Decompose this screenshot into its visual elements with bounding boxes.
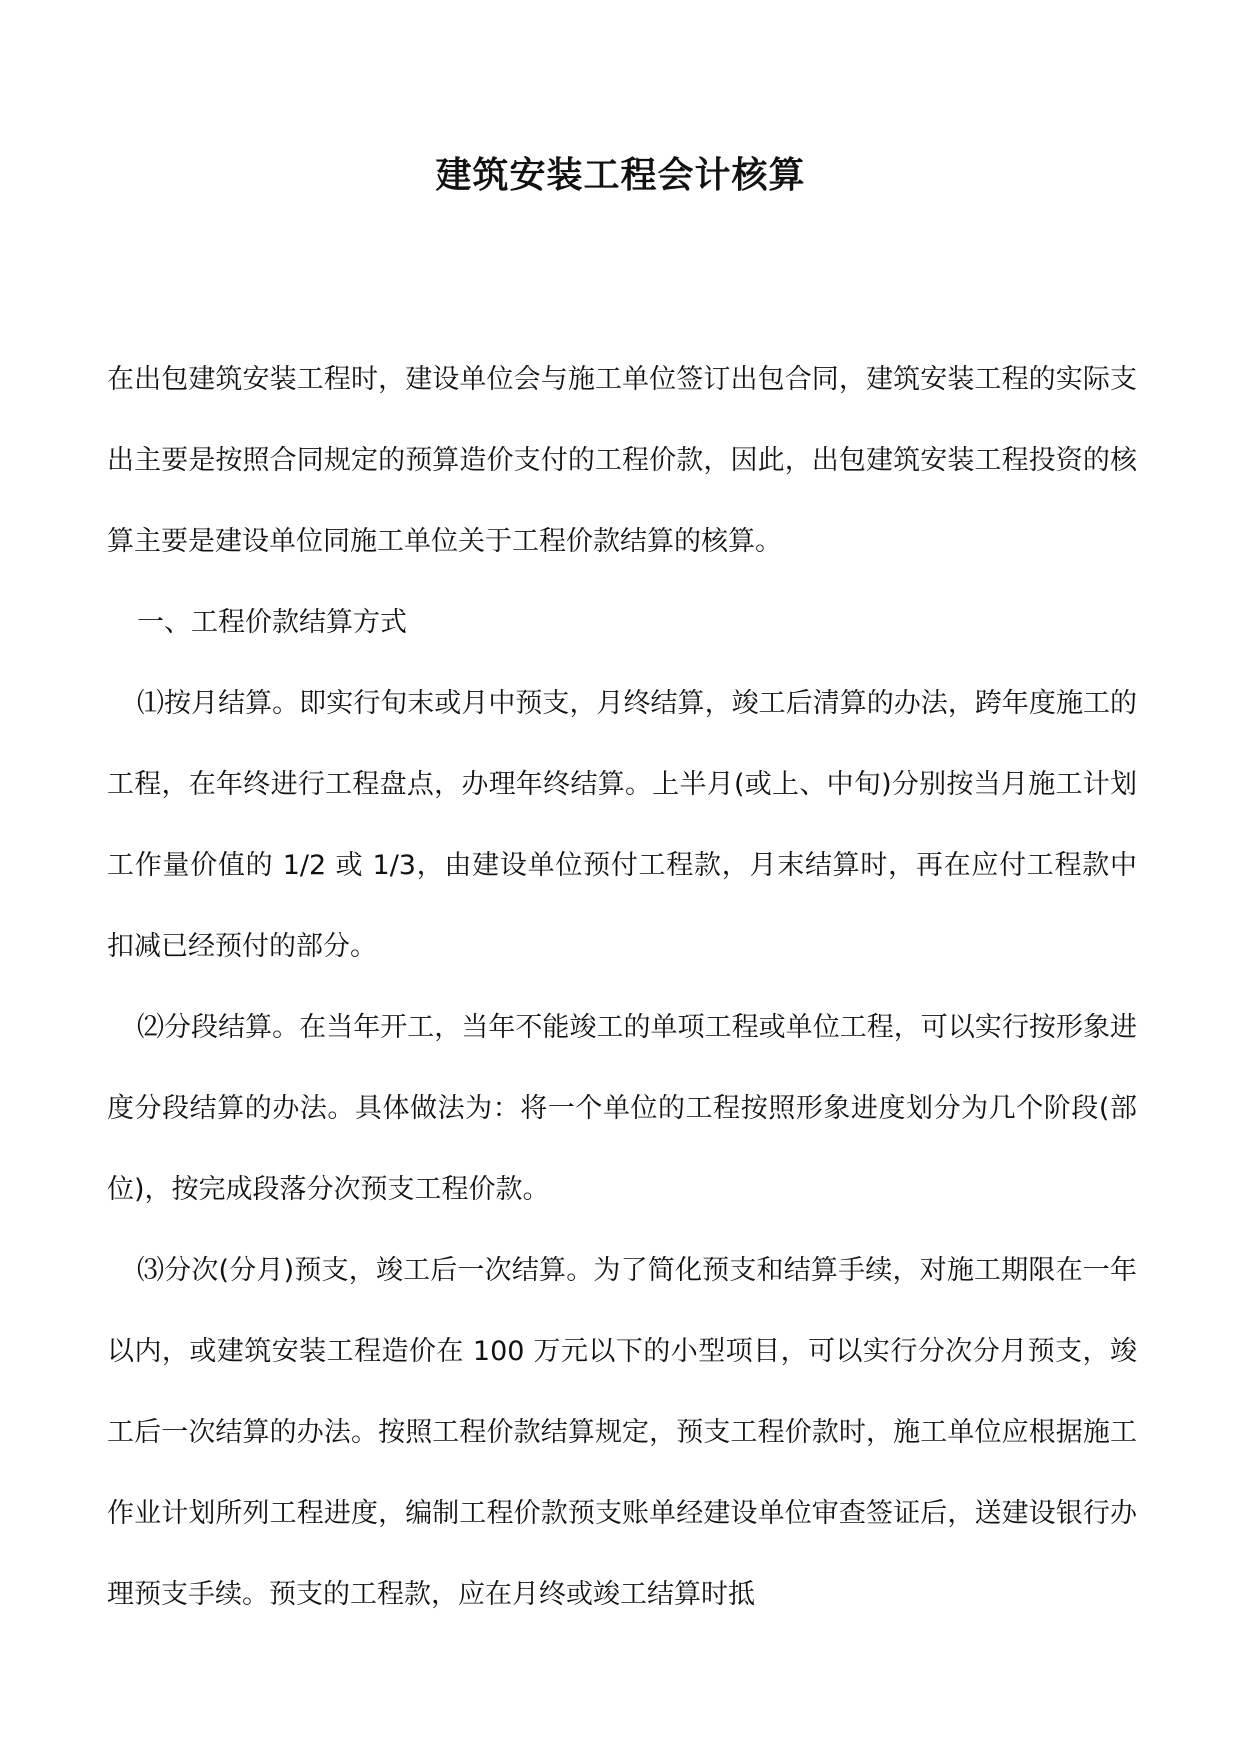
section-heading-settlement-methods: 一、工程价款结算方式 (137, 607, 407, 638)
paragraph-stage-settlement: ⑵分段结算。在当年开工，当年不能竣工的单项工程或单位工程，可以实行按形象进度分段结算的办法。具体做法为：将一个单位的工程按照形象进度划分为几个阶段(部位)，按完成段落分次预支工程价款。 (107, 1012, 1137, 1205)
document-title: 建筑安装工程会计核算 (435, 154, 806, 196)
paragraph-installment-settlement: ⑶分次(分月)预支，竣工后一次结算。为了简化预支和结算手续，对施工期限在一年以内，或建筑安装工程造价在 100 万元以下的小型项目，可以实行分次分月预支，竣工后一次结算的办法。按照工程价款结算规定，预支工程价款时，施工单位应根据施工作业计划所列工程进度，编制工程价款预支账单经建设单位审查签证后，送建设银行办理预支手续。预支的工程款，应在月终或竣工结算时抵 (107, 1255, 1137, 1610)
paragraph-intro: 在出包建筑安装工程时，建设单位会与施工单位签订出包合同，建筑安装工程的实际支出主要是按照合同规定的预算造价支付的工程价款，因此，出包建筑安装工程投资的核算主要是建设单位同施工单位关于工程价款结算的核算。 (107, 364, 1137, 557)
paragraph-monthly-settlement: ⑴按月结算。即实行旬末或月中预支，月终结算，竣工后清算的办法，跨年度施工的工程，在年终进行工程盘点，办理年终结算。上半月(或上、中旬)分别按当月施工计划工作量价值的 1/2 或 1/3，由建设单位预付工程款，月末结算时，再在应付工程款中扣减已经预付的部分。 (107, 688, 1137, 962)
document-body (107, 339, 1137, 1635)
